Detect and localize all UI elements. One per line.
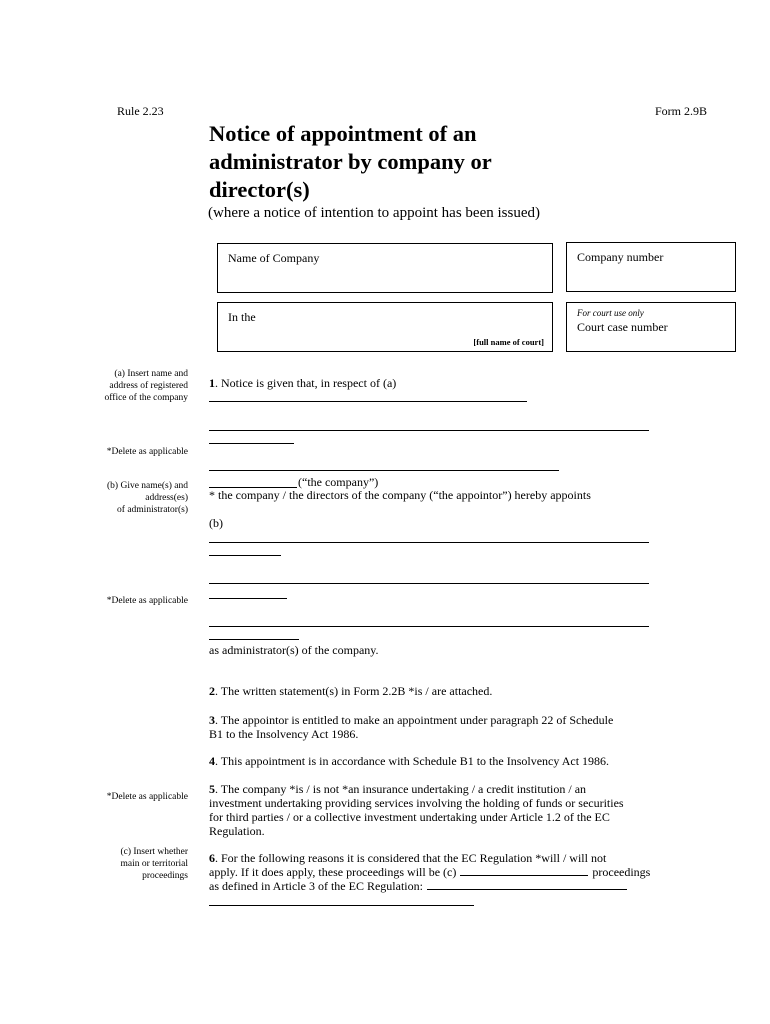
paragraph-2-text: . The written statement(s) in Form 2.2B *is / are attached.	[215, 684, 493, 698]
fill-line-address-2[interactable]	[209, 443, 294, 444]
fill-line-administrator-3[interactable]	[209, 583, 649, 584]
paragraph-2-number: 2	[209, 684, 215, 698]
paragraph-6-number: 6	[209, 851, 215, 865]
margin-note-c	[120, 846, 188, 882]
court-case-number-label: Court case number	[577, 320, 668, 334]
paragraph-4	[209, 754, 609, 768]
paragraph-3	[209, 713, 613, 741]
paragraph-5-number: 5	[209, 782, 215, 796]
title-line-3: director(s)	[209, 177, 310, 202]
note-line: office of the company	[104, 393, 188, 403]
court-name-field[interactable]	[217, 302, 553, 352]
fill-line-address-1[interactable]	[209, 430, 649, 431]
note-line: address(es)	[145, 493, 188, 503]
note-line: main or territorial	[120, 859, 188, 869]
in-the-label: In the	[228, 310, 256, 324]
title-line-1: Notice of appointment of an	[209, 121, 477, 146]
margin-note-delete-3: *Delete as applicable	[106, 792, 188, 802]
paragraph-3-number: 3	[209, 713, 215, 727]
marker-b: (b)	[209, 516, 223, 530]
margin-note-delete-2: *Delete as applicable	[106, 596, 188, 606]
paragraph-4-text: . This appointment is in accordance with Schedule B1 to the Insolvency Act 1986.	[215, 754, 610, 768]
fill-line-reasons-2[interactable]	[209, 905, 474, 906]
fill-line-administrator-2[interactable]	[209, 555, 281, 556]
as-administrator-text: as administrator(s) of the company.	[209, 643, 379, 657]
fill-line-reasons-1[interactable]	[427, 889, 627, 890]
page-subtitle: (where a notice of intention to appoint has been issued)	[208, 205, 540, 221]
margin-note-delete-1: *Delete as applicable	[106, 447, 188, 457]
paragraph-2	[209, 684, 492, 698]
proceedings-word: proceedings	[592, 865, 651, 879]
fill-line-proceedings-type[interactable]	[460, 875, 588, 876]
fill-line-administrator-1[interactable]	[209, 542, 649, 543]
paragraph-5-line-3: for third parties / or a collective investment undertaking under Article 1.2 of the EC	[209, 810, 610, 824]
page-title	[209, 120, 609, 204]
full-name-court-label: [full name of court]	[473, 337, 544, 347]
paragraph-6	[209, 851, 650, 893]
paragraph-6-line-3: as defined in Article 3 of the EC Regulation:	[209, 879, 423, 893]
company-number-label: Company number	[577, 250, 664, 264]
paragraph-6-line-1: . For the following reasons it is considered that the EC Regulation *will / will not	[215, 851, 607, 865]
note-line: address of registered	[109, 381, 188, 391]
fill-line-company-name[interactable]	[209, 401, 527, 402]
paragraph-3-line-2: B1 to the Insolvency Act 1986.	[209, 727, 359, 741]
note-line: (c) Insert whether	[120, 847, 188, 857]
appoints-text: * the company / the directors of the company (“the appointor”) hereby appoints	[209, 488, 591, 502]
margin-note-b	[107, 480, 188, 516]
note-line: (a) Insert name and	[114, 369, 188, 379]
note-line: of administrator(s)	[117, 505, 188, 515]
margin-note-a	[105, 368, 188, 404]
paragraph-5-line-2: investment undertaking providing services involving the holding of funds or securities	[209, 796, 624, 810]
paragraph-3-line-1: . The appointor is entitled to make an appointment under paragraph 22 of Schedule	[215, 713, 614, 727]
paragraph-5-line-4: Regulation.	[209, 824, 265, 838]
court-use-only-label: For court use only	[577, 308, 644, 318]
rule-reference: Rule 2.23	[117, 104, 164, 118]
paragraph-6-line-2: apply. If it does apply, these proceedings will be (c)	[209, 865, 457, 879]
note-line: proceedings	[142, 871, 188, 881]
fill-line-administrator-5[interactable]	[209, 626, 649, 627]
paragraph-5	[209, 782, 624, 838]
court-case-number-field[interactable]	[566, 302, 736, 352]
company-name-field[interactable]	[217, 243, 553, 293]
form-number: Form 2.9B	[655, 104, 708, 118]
fill-line-administrator-4[interactable]	[209, 598, 287, 599]
paragraph-4-number: 4	[209, 754, 215, 768]
company-name-label: Name of Company	[228, 251, 320, 265]
paragraph-1-text: . Notice is given that, in respect of (a)	[215, 376, 397, 390]
title-line-2: administrator by company or	[209, 149, 492, 174]
fill-line-address-3[interactable]	[209, 470, 559, 471]
note-line: (b) Give name(s) and	[107, 481, 188, 491]
paragraph-1	[209, 376, 396, 390]
company-number-field[interactable]	[566, 242, 736, 292]
paragraph-5-line-1: . The company *is / is not *an insurance undertaking / a credit institution / an	[215, 782, 587, 796]
the-company-label: (“the company”)	[298, 475, 379, 489]
paragraph-1-number: 1	[209, 376, 215, 390]
fill-line-administrator-6[interactable]	[209, 639, 299, 640]
